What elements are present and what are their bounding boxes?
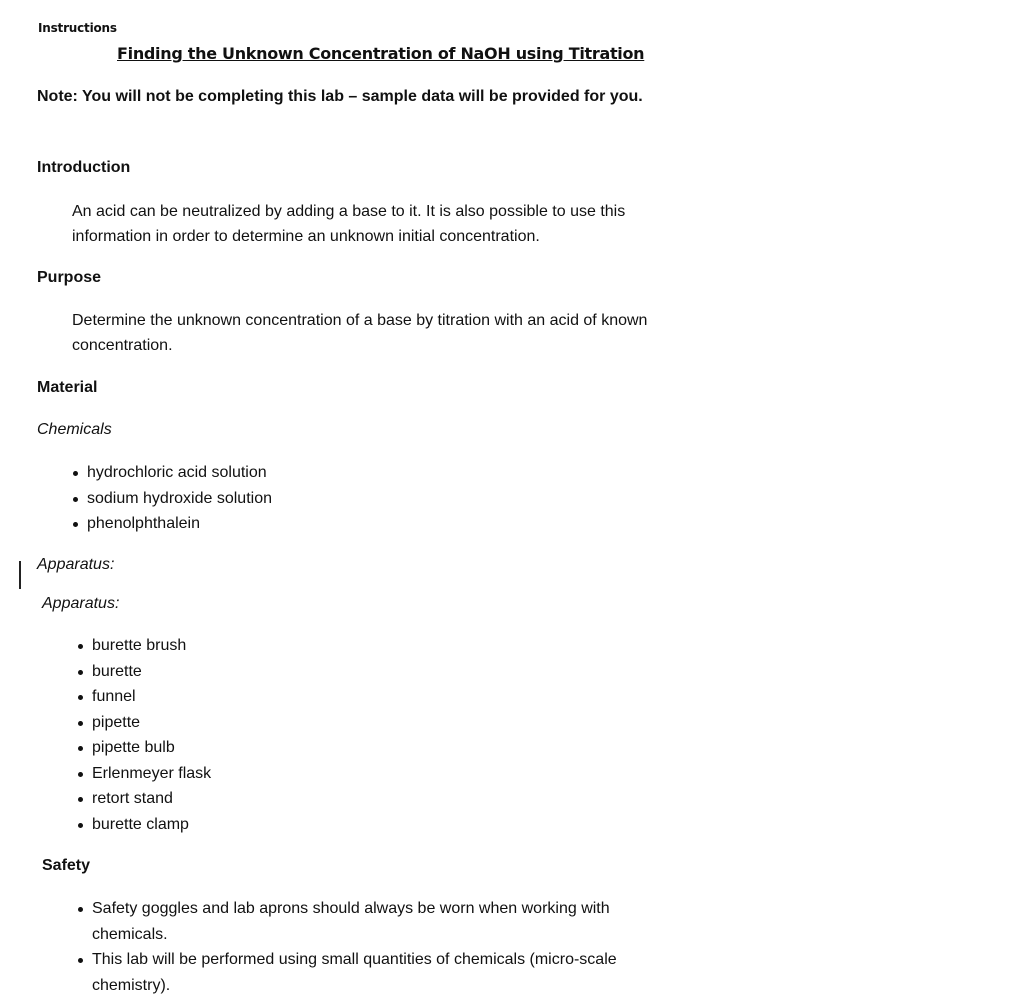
list-item: funnel	[77, 684, 211, 710]
page-title: Finding the Unknown Concentration of NaOH using Titration	[117, 44, 645, 63]
list-item: burette clamp	[77, 812, 211, 838]
purpose-heading: Purpose	[37, 269, 102, 286]
list-item: pipette bulb	[77, 735, 211, 761]
safety-heading: Safety	[42, 857, 91, 874]
list-item: burette	[77, 659, 211, 685]
introduction-text: An acid can be neutralized by adding a base to it. It is also possible to use this information in order to determine an unknown initial concentration.	[72, 203, 626, 245]
list-item: retort stand	[77, 786, 211, 812]
list-item: This lab will be performed using small quantities of chemicals (micro-scale chemistry).	[77, 947, 677, 998]
chemicals-list	[72, 460, 272, 537]
safety-list	[77, 896, 677, 998]
apparatus-heading-editing[interactable]: Apparatus:	[37, 556, 115, 573]
note-text: Note: You will not be completing this lab – sample data will be provided for you.	[37, 88, 643, 105]
purpose-text: Determine the unknown concentration of a base by titration with an acid of known concentration.	[72, 312, 648, 354]
chemicals-heading: Chemicals	[37, 421, 112, 438]
list-item: sodium hydroxide solution	[72, 486, 272, 512]
apparatus-list	[77, 633, 211, 837]
apparatus-heading: Apparatus:	[42, 595, 120, 612]
list-item: burette brush	[77, 633, 211, 659]
list-item: pipette	[77, 710, 211, 736]
instructions-label: Instructions	[38, 21, 117, 35]
list-item: phenolphthalein	[72, 511, 272, 537]
list-item: Safety goggles and lab aprons should always be worn when working with chemicals.	[77, 896, 677, 947]
list-item: Erlenmeyer flask	[77, 761, 211, 787]
introduction-heading: Introduction	[37, 159, 131, 176]
list-item: hydrochloric acid solution	[72, 460, 272, 486]
text-cursor	[19, 561, 21, 589]
material-heading: Material	[37, 379, 98, 396]
